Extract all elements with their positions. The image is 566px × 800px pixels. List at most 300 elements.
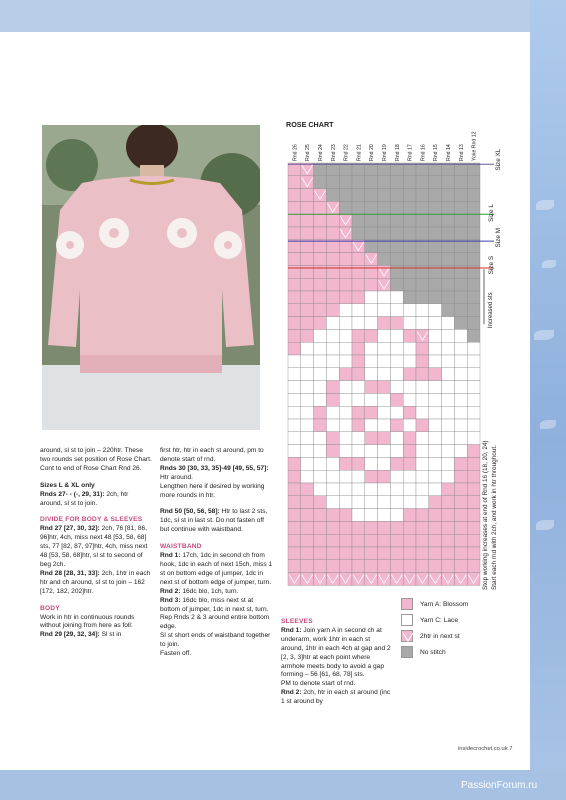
legend-swatch-increase [401, 630, 413, 642]
chart-cell [326, 355, 339, 368]
chart-cell [352, 509, 365, 522]
chart-cell [467, 253, 480, 266]
chart-cell [429, 201, 442, 214]
chart-cell [467, 381, 480, 394]
chart-cell [326, 227, 339, 240]
chart-cell [442, 406, 455, 419]
chart-cell [365, 201, 378, 214]
chart-cell [390, 534, 403, 547]
chart-cell [467, 393, 480, 406]
chart-cell [454, 176, 467, 189]
chart-cell [454, 240, 467, 253]
chart-column-label: Rnd 13 [458, 144, 465, 161]
chart-cell [416, 521, 429, 534]
chart-cell [365, 214, 378, 227]
chart-cell [288, 521, 301, 534]
chart-cell [352, 470, 365, 483]
chart-cell [378, 189, 391, 202]
chart-cell [288, 457, 301, 470]
chart-cell [454, 342, 467, 355]
chart-cell [403, 521, 416, 534]
chart-cell [390, 227, 403, 240]
chart-cell [454, 291, 467, 304]
chart-cell [416, 547, 429, 560]
chart-cell [352, 368, 365, 381]
chart-cell [339, 457, 352, 470]
chart-cell [429, 163, 442, 176]
chart-cell [390, 189, 403, 202]
paragraph: first htr, htr in each st around, pm to denote start of rnd. Rnds 30 [30, 33, 35]-49 [49, 55, 57]: Htr around. Lengthen here if desired by working more rounds in htr. [160, 447, 269, 499]
chart-cell [339, 445, 352, 458]
chart-column-label: Rnd 25 [305, 144, 312, 161]
chart-cell [403, 406, 416, 419]
size-label: Size S [488, 255, 495, 275]
chart-cell [288, 317, 301, 330]
chart-column-label: Rnd 15 [433, 144, 440, 161]
chart-cell [467, 470, 480, 483]
chart-cell [365, 445, 378, 458]
chart-cell [429, 419, 442, 432]
chart-cell [454, 368, 467, 381]
chart-cell [454, 393, 467, 406]
chart-cell [326, 432, 339, 445]
chart-cell [454, 329, 467, 342]
chart-cell [301, 560, 314, 573]
chart-cell [352, 329, 365, 342]
chart-cell [378, 214, 391, 227]
chart-cell [352, 521, 365, 534]
chart-cell [378, 470, 391, 483]
chart-cell [467, 304, 480, 317]
chart-cell [365, 278, 378, 291]
chart-cell [378, 483, 391, 496]
chart-cell [326, 253, 339, 266]
chart-cell [339, 419, 352, 432]
chart-cell [314, 432, 327, 445]
chart-cell [467, 278, 480, 291]
chart-cell [403, 201, 416, 214]
chart-cell [390, 278, 403, 291]
chart-cell [314, 368, 327, 381]
sweater-photo [42, 125, 260, 430]
chart-cell [314, 521, 327, 534]
chart-cell [314, 445, 327, 458]
chart-cell [288, 406, 301, 419]
chart-cell [390, 265, 403, 278]
chart-cell [403, 240, 416, 253]
chart-cell [442, 560, 455, 573]
chart-cell [288, 355, 301, 368]
chart-cell [416, 445, 429, 458]
chart-cell [442, 483, 455, 496]
chart-cell [326, 189, 339, 202]
chart-cell [442, 265, 455, 278]
chart-cell [326, 521, 339, 534]
chart-cell [288, 240, 301, 253]
chart-cell [339, 240, 352, 253]
chart-legend [401, 598, 468, 662]
chart-cell [288, 189, 301, 202]
chart-cell [378, 329, 391, 342]
sleeves-heading: SLEEVES [281, 618, 313, 625]
chart-cell [326, 457, 339, 470]
chart-note-1: Stop working increases at end of Rnd 16 (18, 20, 24) [482, 440, 489, 590]
chart-cell [288, 176, 301, 189]
chart-cell [288, 534, 301, 547]
chart-cell [442, 432, 455, 445]
chart-cell [301, 496, 314, 509]
chart-cell [454, 483, 467, 496]
chart-cell [378, 304, 391, 317]
chart-cell [467, 291, 480, 304]
chart-cell [467, 547, 480, 560]
chart-cell [442, 214, 455, 227]
chart-cell [390, 329, 403, 342]
chart-cell [339, 368, 352, 381]
side-decoration [530, 0, 566, 800]
chart-cell [442, 496, 455, 509]
chart-cell [314, 253, 327, 266]
chart-cell [365, 355, 378, 368]
chart-cell [416, 201, 429, 214]
chart-cell [403, 560, 416, 573]
chart-cell [403, 214, 416, 227]
chart-cell [403, 329, 416, 342]
chart-cell [326, 534, 339, 547]
chart-cell [352, 189, 365, 202]
chart-cell [314, 496, 327, 509]
chart-cell [442, 509, 455, 522]
chart-cell [454, 547, 467, 560]
chart-cell [365, 317, 378, 330]
chart-cell [339, 534, 352, 547]
chart-cell [378, 240, 391, 253]
chart-cell [288, 214, 301, 227]
chart-cell [339, 432, 352, 445]
chart-cell [403, 368, 416, 381]
chart-cell [390, 393, 403, 406]
chart-cell [467, 521, 480, 534]
chart-column-label: Rnd 23 [330, 144, 337, 161]
chart-cell [365, 381, 378, 394]
chart-cell [365, 470, 378, 483]
chart-cell [326, 291, 339, 304]
chart-cell [339, 381, 352, 394]
chart-cell [339, 291, 352, 304]
chart-cell [326, 317, 339, 330]
chart-cell [442, 304, 455, 317]
chart-cell [365, 368, 378, 381]
chart-cell [429, 176, 442, 189]
chart-cell [416, 278, 429, 291]
chart-title: ROSE CHART [286, 120, 334, 129]
chart-cell [339, 521, 352, 534]
chart-cell [390, 483, 403, 496]
chart-cell [442, 189, 455, 202]
chart-cell [365, 509, 378, 522]
chart-cell [403, 291, 416, 304]
chart-cell [365, 483, 378, 496]
chart-cell [288, 470, 301, 483]
chart-cell [365, 227, 378, 240]
chart-cell [339, 355, 352, 368]
chart-cell [429, 560, 442, 573]
chart-cell [429, 304, 442, 317]
chart-cell [288, 483, 301, 496]
chart-cell [429, 227, 442, 240]
chart-cell [390, 342, 403, 355]
chart-cell [454, 509, 467, 522]
chart-cell [416, 419, 429, 432]
chart-cell [288, 432, 301, 445]
chart-cell [314, 355, 327, 368]
chart-cell [314, 470, 327, 483]
chart-cell [339, 317, 352, 330]
chart-cell [339, 163, 352, 176]
chart-cell [429, 189, 442, 202]
chart-cell [326, 304, 339, 317]
chart-cell [352, 291, 365, 304]
chart-cell [429, 496, 442, 509]
chart-cell [339, 470, 352, 483]
chart-cell [288, 278, 301, 291]
watermark: PassionForum.ru [461, 780, 538, 791]
chart-cell [301, 342, 314, 355]
chart-cell [378, 457, 391, 470]
instructions-column-1 [40, 447, 152, 648]
chart-cell [416, 470, 429, 483]
chart-cell [467, 240, 480, 253]
chart-cell [288, 393, 301, 406]
chart-cell [339, 253, 352, 266]
chart-cell [352, 176, 365, 189]
chart-cell [326, 483, 339, 496]
chart-cell [390, 496, 403, 509]
chart-cell [352, 253, 365, 266]
chart-cell [301, 445, 314, 458]
chart-cell [326, 381, 339, 394]
chart-cell [365, 419, 378, 432]
chart-cell [403, 470, 416, 483]
chart-cell [288, 368, 301, 381]
chart-cell [442, 342, 455, 355]
chart-cell [378, 291, 391, 304]
chart-cell [467, 227, 480, 240]
chart-cell [390, 521, 403, 534]
chart-cell [326, 240, 339, 253]
chart-cell [454, 278, 467, 291]
chart-cell [378, 342, 391, 355]
chart-cell [403, 432, 416, 445]
chart-cell [442, 393, 455, 406]
chart-cell [365, 240, 378, 253]
chart-cell [314, 342, 327, 355]
chart-cell [301, 189, 314, 202]
chart-cell [352, 547, 365, 560]
legend-swatch-grey [401, 646, 413, 658]
chart-cell [467, 496, 480, 509]
chart-cell [442, 445, 455, 458]
size-label: Size L [488, 204, 495, 222]
chart-cell [301, 470, 314, 483]
chart-cell [442, 355, 455, 368]
chart-cell [365, 521, 378, 534]
chart-cell [429, 317, 442, 330]
chart-cell [352, 496, 365, 509]
chart-cell [326, 278, 339, 291]
chart-cell [288, 509, 301, 522]
chart-cell [467, 342, 480, 355]
chart-cell [352, 393, 365, 406]
chart-cell [288, 163, 301, 176]
chart-cell [390, 560, 403, 573]
page-footer: insidecrochet.co.uk 7 [458, 746, 513, 752]
chart-cell [390, 445, 403, 458]
chart-cell [378, 547, 391, 560]
chart-cell [378, 445, 391, 458]
chart-cell [390, 419, 403, 432]
chart-cell [429, 483, 442, 496]
chart-cell [416, 355, 429, 368]
chart-cell [301, 240, 314, 253]
divide-heading: DIVIDE FOR BODY & SLEEVES [40, 516, 143, 524]
chart-cell [467, 317, 480, 330]
chart-cell [301, 253, 314, 266]
chart-cell [378, 521, 391, 534]
chart-cell [442, 278, 455, 291]
chart-cell [403, 457, 416, 470]
chart-cell [467, 509, 480, 522]
chart-cell [390, 176, 403, 189]
chart-cell [454, 496, 467, 509]
chart-cell [454, 163, 467, 176]
chart-cell [442, 368, 455, 381]
chart-cell [365, 406, 378, 419]
chart-cell [301, 457, 314, 470]
chart-cell [339, 393, 352, 406]
chart-cell [314, 265, 327, 278]
chart-cell [326, 176, 339, 189]
chart-cell [403, 393, 416, 406]
chart-cell [378, 163, 391, 176]
chart-cell [326, 445, 339, 458]
size-label: Size M [495, 227, 502, 248]
chart-cell [352, 419, 365, 432]
chart-cell [301, 214, 314, 227]
chart-cell [416, 163, 429, 176]
chart-cell [365, 342, 378, 355]
chart-cell [403, 547, 416, 560]
chart-column-label: Rnd 14 [446, 144, 452, 161]
chart-cell [365, 329, 378, 342]
chart-cell [352, 445, 365, 458]
chart-cell [301, 483, 314, 496]
paragraph: DIVIDE FOR BODY & SLEEVES Rnd 27 [27, 30, 32]: 2ch, 76 [81, 86, 96]htr, 4ch, miss next 48 [53, 58, 68] sts, 77 [82, 87, 97]htr, 4ch, miss next 48 [53, 58, 68]htr, sl st to second of beg 2ch. Rnd 28 [28, 31, 33]: 2ch, 1htr in each htr and ch around, sl st to join – 162 [172, 182, 202]htr. [40, 516, 151, 595]
chart-cell [365, 304, 378, 317]
chart-cell [301, 393, 314, 406]
chart-cell [403, 342, 416, 355]
chart-cell [326, 214, 339, 227]
chart-cell [429, 342, 442, 355]
chart-cell [390, 317, 403, 330]
chart-cell [352, 163, 365, 176]
legend-swatch-white [401, 614, 413, 626]
chart-cell [416, 496, 429, 509]
chart-cell [339, 189, 352, 202]
chart-cell [429, 291, 442, 304]
chart-cell [403, 496, 416, 509]
chart-cell [403, 509, 416, 522]
chart-cell [339, 304, 352, 317]
chart-cell [429, 253, 442, 266]
chart-cell [352, 317, 365, 330]
chart-cell [442, 470, 455, 483]
chart-note-2: Start each rnd with 2ch, and work in htr throughout. [491, 445, 498, 590]
waistband-heading: WAISTBAND [160, 543, 202, 551]
chart-cell [301, 368, 314, 381]
chart-cell [403, 381, 416, 394]
chart-cell [365, 547, 378, 560]
chart-cell [403, 189, 416, 202]
chart-cell [314, 227, 327, 240]
chart-cell [390, 163, 403, 176]
chart-cell [365, 163, 378, 176]
chart-cell [314, 547, 327, 560]
chart-cell [403, 355, 416, 368]
chart-cell [378, 432, 391, 445]
paragraph: WAISTBAND Rnd 1: 17ch, 1dc in second ch from hook, 1dc in each of next 15ch, miss 1 st on bottom edge of jumper, 1dc in next st of bottom edge of jumper, turn. Rnd 2: 16dc blo, 1ch, turn. Rnd 3: 16dc blo, miss next st at bottom of jumper, 1dc in next st, turn. Rep Rnds 2 & 3 around entire bottom edge. Sl st short ends of waistband together to join. Fasten off. [160, 543, 273, 658]
chart-cell [339, 201, 352, 214]
chart-cell [352, 457, 365, 470]
chart-cell [467, 457, 480, 470]
chart-cell [314, 278, 327, 291]
chart-cell [416, 291, 429, 304]
instructions-column-2 [160, 447, 273, 667]
chart-cell [365, 496, 378, 509]
chart-cell [429, 240, 442, 253]
chart-cell [416, 534, 429, 547]
chart-cell [429, 445, 442, 458]
chart-cell [416, 176, 429, 189]
chart-cell [416, 189, 429, 202]
legend-item: 2htr in next st [401, 630, 468, 642]
chart-cell [442, 291, 455, 304]
chart-cell [454, 457, 467, 470]
chart-cell [378, 560, 391, 573]
chart-cell [416, 432, 429, 445]
chart-cell [403, 265, 416, 278]
chart-cell [467, 483, 480, 496]
chart-cell [378, 393, 391, 406]
chart-column-label: Rnd 16 [420, 144, 427, 161]
chart-cell [416, 227, 429, 240]
chart-cell [416, 304, 429, 317]
chart-cell [403, 483, 416, 496]
chart-cell [416, 214, 429, 227]
chart-cell [429, 521, 442, 534]
chart-cell [352, 278, 365, 291]
paragraph: SLEEVES Rnd 1: Join yarn A in second ch at underarm, work 1htr in each st around, 1htr in each 4ch at gap and 2 [2, 3, 3]htr at each point where armhole meets body to avoid a gap forming – 56 [61, 68, 78] sts. PM to denote start of rnd. Rnd 2: 2ch, htr in each st around (inc 1 st around by [281, 618, 391, 706]
chart-cell [352, 560, 365, 573]
legend-item: No stitch [401, 646, 468, 658]
paragraph: around, sl st to join – 220htr. These two rounds set position of Rose Chart. Cont to end of Rose Chart Rnd 26. [40, 447, 152, 472]
chart-cell [429, 534, 442, 547]
chart-cell [314, 214, 327, 227]
chart-cell [416, 381, 429, 394]
chart-cell [352, 227, 365, 240]
chart-cell [403, 163, 416, 176]
chart-cell [467, 406, 480, 419]
